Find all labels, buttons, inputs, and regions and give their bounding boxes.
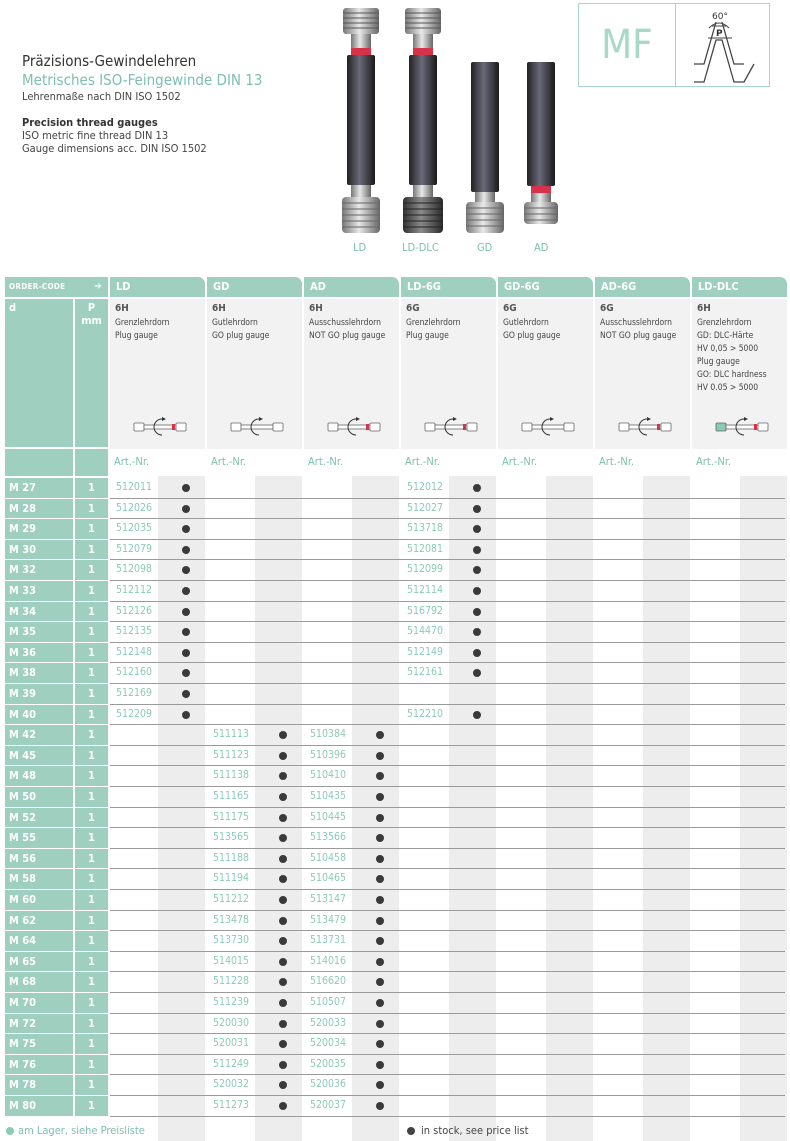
in-stock-dot-icon [182, 608, 190, 616]
article-number: 511249 [213, 1057, 250, 1070]
article-number: 511228 [213, 975, 250, 988]
pitch-value: 1 [75, 581, 108, 601]
column-header-ad-6g: AD-6G [595, 277, 690, 297]
art-nr-label: Art.-Nr. [308, 455, 344, 468]
subtitle-en: ISO metric fine thread DIN 13 [22, 129, 169, 142]
article-number: 512148 [116, 645, 153, 658]
pitch-value: 1 [75, 972, 108, 992]
table-row [5, 869, 785, 890]
table-row [5, 890, 785, 911]
plug-gauge-icon [520, 417, 578, 437]
in-stock-dot-icon [279, 896, 287, 904]
thread-size: M 56 [5, 849, 73, 869]
column-header-gd: GD [207, 277, 302, 297]
table-row [5, 972, 785, 993]
title-en: Precision thread gauges [22, 116, 158, 129]
table-row [5, 1096, 785, 1117]
table-row [5, 602, 785, 623]
pitch-value: 1 [75, 1075, 108, 1095]
in-stock-dot-icon [473, 669, 481, 677]
pitch-label: P [716, 29, 723, 39]
article-number: 510458 [310, 851, 347, 864]
article-number: 512012 [407, 481, 444, 493]
pitch-value: 1 [75, 705, 108, 725]
pitch-value: 1 [75, 993, 108, 1013]
article-number: 514016 [310, 954, 347, 967]
article-number: 513718 [407, 522, 444, 535]
thread-size: M 30 [5, 540, 73, 560]
in-stock-dot-icon [376, 978, 384, 986]
thread-size: M 70 [5, 993, 73, 1013]
in-stock-dot-icon [279, 937, 287, 945]
in-stock-dot-icon [182, 690, 190, 698]
tolerance-class: 6G [503, 303, 517, 314]
article-number: 520031 [213, 1037, 250, 1050]
in-stock-dot-icon [279, 855, 287, 863]
article-number: 512011 [116, 481, 153, 493]
gauge-description: Ausschusslehrdorn NOT GO plug gauge [600, 318, 677, 341]
art-nr-label: Art.-Nr. [405, 455, 441, 468]
table-row [5, 911, 785, 932]
in-stock-dot-icon [376, 1040, 384, 1048]
plug-gauge-icon [423, 417, 481, 437]
in-stock-dot-icon [376, 958, 384, 966]
in-stock-dot-icon [473, 628, 481, 636]
footer-legend-en: in stock, see price list [407, 1124, 529, 1137]
gauge-label-gd: GD [477, 241, 493, 254]
gauges-image [335, 4, 575, 240]
art-nr-label: Art.-Nr. [502, 455, 538, 468]
thread-size: M 48 [5, 766, 73, 786]
article-number: 510396 [310, 748, 347, 761]
article-number: 514470 [407, 625, 444, 638]
article-number: 520034 [310, 1037, 347, 1050]
row-divider [110, 1116, 785, 1117]
article-number: 520033 [310, 1016, 347, 1029]
thread-size: M 80 [5, 1096, 73, 1116]
gauge-description: Ausschusslehrdorn NOT GO plug gauge [309, 318, 386, 341]
pitch-value: 1 [75, 849, 108, 869]
angle-label: 60° [712, 12, 728, 22]
article-number: 520036 [310, 1078, 347, 1091]
in-stock-dot-icon [279, 772, 287, 780]
pitch-value: 1 [75, 725, 108, 745]
thread-size: M 38 [5, 663, 73, 683]
table-row [5, 684, 785, 705]
column-header-ld-dlc: LD-DLC [692, 277, 787, 297]
gauge-description: Grenzlehrdorn GD: DLC-Härte HV 0,05 > 5000 Plug gauge GO: DLC hardness HV 0.05 > 5000 [697, 318, 767, 393]
art-nr-label: Art.-Nr. [114, 455, 150, 468]
thread-size: M 68 [5, 972, 73, 992]
in-stock-dot-icon [182, 649, 190, 657]
column-info-ld-6g [401, 299, 496, 449]
article-number: 513147 [310, 893, 347, 905]
article-number: 520035 [310, 1057, 347, 1070]
art-nr-label: Art.-Nr. [211, 455, 247, 468]
plug-gauge-icon [229, 417, 287, 437]
article-number: 512035 [116, 522, 153, 535]
article-number: 516792 [407, 604, 444, 617]
in-stock-dot-icon [376, 999, 384, 1007]
in-stock-dot-icon [376, 917, 384, 925]
arrow-right-icon: ➔ [94, 281, 102, 292]
table-row [5, 766, 785, 787]
thread-size: M 65 [5, 952, 73, 972]
article-number: 516620 [310, 975, 347, 988]
thread-size: M 32 [5, 560, 73, 580]
thread-profile-icon [676, 4, 770, 86]
gauge-description: Grenzlehrdorn Plug gauge [406, 318, 461, 341]
thread-size: M 60 [5, 890, 73, 910]
table-row [5, 993, 785, 1014]
column-header-ad: AD [304, 277, 399, 297]
in-stock-dot-icon [376, 1102, 384, 1110]
table-row [5, 663, 785, 684]
pitch-value: 1 [75, 787, 108, 807]
article-number: 511113 [213, 728, 250, 741]
column-info-gd [207, 299, 302, 449]
in-stock-dot-icon [182, 546, 190, 554]
pitch-value: 1 [75, 519, 108, 539]
d-label: d [9, 301, 17, 314]
thread-size: M 58 [5, 869, 73, 889]
thread-size: M 78 [5, 1075, 73, 1095]
article-number: 512027 [407, 501, 444, 514]
article-number: 511194 [213, 872, 250, 885]
article-number: 512149 [407, 645, 444, 658]
article-number: 511123 [213, 748, 250, 761]
p-column-header [75, 299, 108, 447]
note-en: Gauge dimensions acc. DIN ISO 1502 [22, 142, 207, 155]
article-number: 512079 [116, 542, 153, 555]
table-row [5, 1075, 785, 1096]
article-number: 513566 [310, 831, 347, 844]
table-row [5, 828, 785, 849]
thread-size: M 28 [5, 499, 73, 519]
in-stock-dot-icon [279, 958, 287, 966]
thread-size: M 50 [5, 787, 73, 807]
mf-badge [578, 3, 770, 87]
in-stock-dot-icon [279, 978, 287, 986]
thread-size: M 45 [5, 746, 73, 766]
article-number: 512209 [116, 707, 153, 720]
note-de: Lehrenmaße nach DIN ISO 1502 [22, 90, 181, 103]
article-number: 513479 [310, 913, 347, 926]
in-stock-dot-icon [182, 566, 190, 574]
in-stock-dot-icon [376, 772, 384, 780]
pitch-value: 1 [75, 931, 108, 951]
table-row [5, 808, 785, 829]
in-stock-dot-icon [376, 731, 384, 739]
pitch-value: 1 [75, 540, 108, 560]
table-row [5, 540, 785, 561]
thread-size: M 64 [5, 931, 73, 951]
pitch-value: 1 [75, 808, 108, 828]
plug-gauge-icon [714, 417, 772, 437]
table-row [5, 560, 785, 581]
art-nr-label: Art.-Nr. [696, 455, 732, 468]
article-number: 512126 [116, 604, 153, 617]
table-row [5, 499, 785, 520]
pitch-value: 1 [75, 663, 108, 683]
pitch-value: 1 [75, 499, 108, 519]
in-stock-dot-icon [376, 1081, 384, 1089]
table-row [5, 1014, 785, 1035]
column-info-ld-dlc [692, 299, 787, 449]
thread-size: M 62 [5, 911, 73, 931]
in-stock-dot-icon [473, 546, 481, 554]
column-info-gd-6g [498, 299, 593, 449]
pitch-value: 1 [75, 560, 108, 580]
article-number: 513731 [310, 934, 347, 947]
thread-size: M 42 [5, 725, 73, 745]
gauge-description: Gutlehrdorn GO plug gauge [503, 318, 561, 341]
column-info-ld [110, 299, 205, 449]
thread-size: M 72 [5, 1014, 73, 1034]
column-header-gd-6g: GD-6G [498, 277, 593, 297]
in-stock-dot-icon [376, 752, 384, 760]
article-number: 511273 [213, 1099, 250, 1111]
thread-size: M 75 [5, 1034, 73, 1054]
thread-size: M 52 [5, 808, 73, 828]
order-code-header: ORDER-CODE ➔ [5, 277, 108, 297]
article-number: 512135 [116, 625, 153, 638]
in-stock-dot-icon [376, 855, 384, 863]
table-row [5, 519, 785, 540]
in-stock-dot-icon [473, 711, 481, 719]
article-number: 510445 [310, 810, 347, 823]
table-row [5, 705, 785, 726]
table-row [5, 787, 785, 808]
tolerance-class: 6H [309, 303, 323, 314]
page-header [22, 52, 342, 155]
table-row [5, 622, 785, 643]
tolerance-class: 6H [115, 303, 129, 314]
pitch-value: 1 [75, 602, 108, 622]
tolerance-class: 6G [600, 303, 614, 314]
gauge-label-ld: LD [353, 241, 367, 254]
article-number: 520030 [213, 1016, 250, 1029]
thread-size: M 55 [5, 828, 73, 848]
article-number: 510507 [310, 996, 347, 1008]
tolerance-class: 6H [212, 303, 226, 314]
in-stock-dot-icon [279, 814, 287, 822]
article-number: 513478 [213, 913, 250, 926]
in-stock-dot-icon [279, 1102, 287, 1110]
pitch-value: 1 [75, 684, 108, 704]
pitch-value: 1 [75, 1034, 108, 1054]
pitch-value: 1 [75, 643, 108, 663]
in-stock-dot-icon [182, 587, 190, 595]
in-stock-dot-icon [376, 1061, 384, 1069]
in-stock-dot-icon [473, 505, 481, 513]
in-stock-dot-icon [473, 587, 481, 595]
article-number: 514015 [213, 954, 250, 967]
article-number: 510384 [310, 728, 347, 741]
in-stock-dot-icon [182, 484, 190, 492]
article-number: 520037 [310, 1099, 347, 1111]
article-number: 513730 [213, 934, 250, 947]
table-row [5, 1034, 785, 1055]
pitch-value: 1 [75, 746, 108, 766]
table-row [5, 478, 785, 499]
in-stock-dot-icon [473, 566, 481, 574]
tolerance-class: 6G [406, 303, 420, 314]
table-row [5, 849, 785, 870]
p-spacer [75, 449, 108, 476]
table-row [5, 581, 785, 602]
pitch-value: 1 [75, 869, 108, 889]
article-number: 511212 [213, 893, 250, 905]
subtitle-de: Metrisches ISO-Feingewinde DIN 13 [22, 71, 263, 89]
in-stock-dot-icon [376, 1020, 384, 1028]
pitch-value: 1 [75, 622, 108, 642]
in-stock-dot-icon [279, 731, 287, 739]
mf-label: MF [601, 22, 653, 68]
pitch-value: 1 [75, 911, 108, 931]
thread-size: M 35 [5, 622, 73, 642]
article-number: 512081 [407, 542, 444, 555]
footer-legend-de: am Lager, siehe Preisliste [6, 1124, 145, 1137]
table-row [5, 931, 785, 952]
in-stock-dot-icon [279, 793, 287, 801]
in-stock-dot-icon [182, 628, 190, 636]
article-number: 513565 [213, 831, 250, 844]
table-row [5, 1055, 785, 1076]
column-info-ad [304, 299, 399, 449]
in-stock-dot-icon [376, 937, 384, 945]
article-number: 510410 [310, 769, 347, 782]
in-stock-dot-icon [279, 875, 287, 883]
article-number: 512169 [116, 687, 153, 699]
article-number: 512210 [407, 707, 444, 720]
in-stock-dot-icon [473, 525, 481, 533]
pitch-value: 1 [75, 766, 108, 786]
pitch-value: 1 [75, 1055, 108, 1075]
article-number: 512112 [116, 584, 153, 596]
in-stock-dot-icon [182, 669, 190, 677]
plug-gauge-icon [132, 417, 190, 437]
in-stock-dot-icon [279, 999, 287, 1007]
in-stock-dot-icon [279, 834, 287, 842]
in-stock-dot-icon [473, 484, 481, 492]
d-column-header [5, 299, 73, 447]
pitch-value: 1 [75, 1014, 108, 1034]
article-number: 512099 [407, 563, 444, 576]
pitch-value: 1 [75, 478, 108, 498]
table-row [5, 952, 785, 973]
pitch-value: 1 [75, 890, 108, 910]
gauge-label-ld-dlc: LD-DLC [402, 241, 439, 254]
article-number: 512098 [116, 563, 153, 576]
in-stock-dot-icon [279, 917, 287, 925]
article-number: 511239 [213, 996, 250, 1008]
d-spacer [5, 449, 73, 476]
gauges-illustration [335, 4, 575, 254]
art-nr-label: Art.-Nr. [599, 455, 635, 468]
in-stock-dot-icon [182, 711, 190, 719]
pitch-value: 1 [75, 828, 108, 848]
article-number: 510465 [310, 872, 347, 885]
article-number: 511165 [213, 790, 250, 802]
stock-dot-icon [6, 1127, 14, 1135]
title-de: Präzisions-Gewindelehren [22, 52, 197, 70]
article-number: 512160 [116, 666, 153, 679]
thread-size: M 39 [5, 684, 73, 704]
article-number: 511138 [213, 769, 250, 782]
stock-dot-icon [407, 1127, 415, 1135]
thread-size: M 29 [5, 519, 73, 539]
pitch-value: 1 [75, 952, 108, 972]
column-header-ld-6g: LD-6G [401, 277, 496, 297]
thread-size: M 27 [5, 478, 73, 498]
article-number: 512161 [407, 666, 444, 679]
plug-gauge-icon [326, 417, 384, 437]
p-label: P mm [81, 301, 102, 327]
table-row [5, 643, 785, 664]
thread-size: M 76 [5, 1055, 73, 1075]
plug-gauge-icon [617, 417, 675, 437]
article-number: 512026 [116, 501, 153, 514]
in-stock-dot-icon [473, 608, 481, 616]
gauge-label-ad: AD [534, 241, 549, 254]
article-number: 510435 [310, 790, 347, 802]
in-stock-dot-icon [376, 814, 384, 822]
in-stock-dot-icon [182, 525, 190, 533]
article-number: 511175 [213, 810, 250, 823]
in-stock-dot-icon [279, 752, 287, 760]
column-info-ad-6g [595, 299, 690, 449]
in-stock-dot-icon [376, 834, 384, 842]
thread-size: M 33 [5, 581, 73, 601]
gauge-description: Grenzlehrdorn Plug gauge [115, 318, 170, 341]
in-stock-dot-icon [376, 896, 384, 904]
in-stock-dot-icon [279, 1081, 287, 1089]
article-number: 511188 [213, 851, 250, 864]
table-row [5, 746, 785, 767]
pitch-value: 1 [75, 1096, 108, 1116]
thread-size: M 36 [5, 643, 73, 663]
table-row [5, 725, 785, 746]
in-stock-dot-icon [279, 1061, 287, 1069]
in-stock-dot-icon [182, 505, 190, 513]
in-stock-dot-icon [473, 649, 481, 657]
in-stock-dot-icon [376, 875, 384, 883]
article-number: 512114 [407, 584, 444, 596]
in-stock-dot-icon [279, 1040, 287, 1048]
thread-size: M 34 [5, 602, 73, 622]
gauge-description: Gutlehrdorn GO plug gauge [212, 318, 270, 341]
article-number: 520032 [213, 1078, 250, 1091]
thread-size: M 40 [5, 705, 73, 725]
tolerance-class: 6H [697, 303, 711, 314]
in-stock-dot-icon [376, 793, 384, 801]
column-header-ld: LD [110, 277, 205, 297]
in-stock-dot-icon [279, 1020, 287, 1028]
